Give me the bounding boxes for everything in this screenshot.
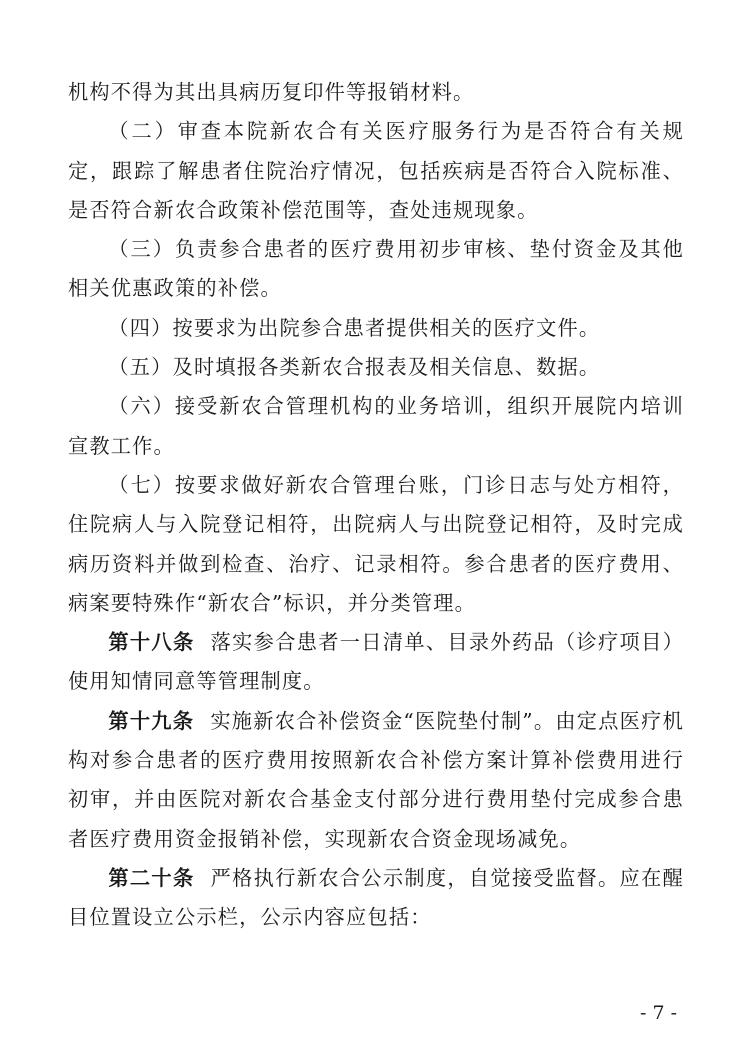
paragraph-item-7: （七）按要求做好新农合管理台账，门诊日志与处方相符，住院病人与入院登记相符，出院病人与出院登记相符，及时完成病历资料并做到检查、治疗、记录相符。参合患者的医疗费用、病案要特殊作“新农合”标识，并分类管理。 bbox=[68, 472, 684, 615]
article-20-text: 严格执行新农合公示制度，自觉接受监督。应在醒目位置设立公示栏，公示内容应包括： bbox=[68, 865, 684, 930]
paragraph-item-6: （六）接受新农合管理机构的业务培训，组织开展院内培训宣教工作。 bbox=[68, 394, 684, 458]
paragraph-item-4: （四）按要求为出院参合患者提供相关的医疗文件。 bbox=[108, 315, 601, 340]
article-18-text: 落实参合患者一日清单、目录外药品（诊疗项目）使用知情同意等管理制度。 bbox=[68, 630, 684, 694]
paragraph-continuation: 机构不得为其出具病历复印件等报销材料。 bbox=[68, 80, 475, 104]
article-20-title: 第二十条 bbox=[108, 865, 195, 890]
article-18-title: 第十八条 bbox=[108, 630, 195, 655]
document-body bbox=[68, 73, 684, 938]
article-19-title: 第十九条 bbox=[108, 708, 195, 733]
article-20 bbox=[68, 859, 684, 938]
article-19 bbox=[68, 702, 684, 859]
page-number: - 7 - bbox=[640, 1002, 678, 1024]
article-18 bbox=[68, 623, 684, 702]
paragraph-item-5: （五）及时填报各类新农合报表及相关信息、数据。 bbox=[108, 355, 601, 380]
article-19-text: 实施新农合补偿资金“医院垫付制”。由定点医疗机构对参合患者的医疗费用按照新农合补偿方案计算补偿费用进行初审，并由医院对新农合基金支付部分进行费用垫付完成参合患者医疗费用资金报销补偿，实现新农合资金现场减免。 bbox=[68, 708, 684, 851]
paragraph-item-2: （二）审查本院新农合有关医疗服务行为是否符合有关规定，跟踪了解患者住院治疗情况，包括疾病是否符合入院标准、是否符合新农合政策补偿范围等，查处违规现象。 bbox=[68, 119, 684, 222]
paragraph-item-3: （三）负责参合患者的医疗费用初步审核、垫付资金及其他相关优惠政策的补偿。 bbox=[68, 237, 684, 301]
